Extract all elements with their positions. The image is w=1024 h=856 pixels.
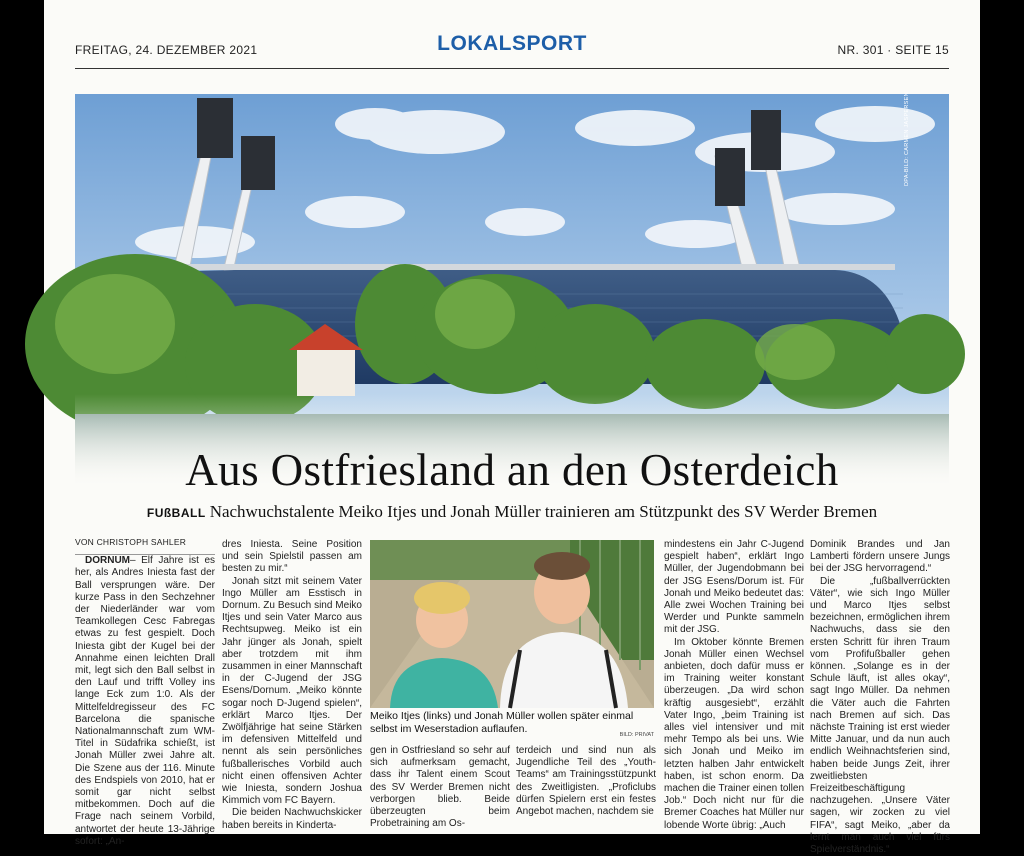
text-column-6: [810, 539, 950, 856]
subheadline-text: Nachwuchstalente Meiko Itjes und Jonah Müller trainieren am Stützpunkt des SV Werder Bremen: [209, 502, 878, 521]
article-subheadline: [75, 502, 949, 522]
paragraph: Die beiden Nachwuchskicker haben bereits in Kinderta-: [222, 807, 362, 831]
paragraph: Im Oktober könnte Bremen Jonah Müller einen Wechsel anbieten, doch dafür muss er im Training weiter konstant überzeugen. „Da wird schon kräftig ausgesiebt“, erzählt Vater Ingo, „beim Training ist alles viel intensiver und mit mehr Tempo als bei uns. Wie sich Jonah und Meiko im letzten halben Jahr entwickelt haben, ist schon enorm. Da machen die Trainer einen tollen Job.“ Doch nicht nur für die Bremer Coaches hat Müller nur lobende Worte übrig: „Auch: [664, 636, 804, 831]
text-column-4: [516, 745, 656, 818]
paragraph: mindestens ein Jahr C-Jugend gespielt haben“, erklärt Ingo Müller, der Jugendobmann bei der JSG Esens/Dorum ist. Für Jonah und Meiko bedeutet das: Alle zwei Wochen Training bei Werder und Punkte sammeln mit der JSG.: [664, 539, 804, 636]
text-column-5: [664, 539, 804, 832]
text-column-2: [222, 539, 362, 832]
stadium-photo: [75, 94, 949, 486]
issue-date: FREITAG, 24. DEZEMBER 2021: [75, 43, 258, 57]
paragraph: terdeich und sind nun als Jugendliche Teil des „Youth-Teams“ am Trainingsstützpunkt des Zweitligisten. „Proficlubs dürfen Spielern erst ein festes Angebot machen, nachdem sie: [516, 745, 656, 818]
text-column-3: [370, 745, 510, 830]
issue-number: NR. 301 · SEITE 15: [837, 43, 949, 57]
text-column-1: [75, 536, 215, 848]
article-headline: Aus Ostfriesland an den Osterdeich: [185, 445, 839, 495]
paragraph: DORNUM– Elf Jahre ist es her, als Andres Iniesta fast der Ball versprungen wäre. Der kurze Pass in den Sechzehner der Niederländer war vom Teamkollegen Cesc Fabregas etwas zu fest gespielt. Doch Iniesta gibt der Kugel bei der Annahme einen leichten Drall mit, legt sich den Ball selbst in den Lauf und trifft Volley ins lange Eck zum 1:0. Als der Mittelfeldregisseur des FC Barcelona die spanische Nationalmannschaft zum WM-Titel in Südafrika schießt, ist Jonah Müller zwei Jahre alt. Die Szene aus der 116. Minute des Endspiels von 2010, hat er somit gar nicht selbst mitbekommen. Doch auf die Frage nach seinem Vorbild, antwortet der heute 13-Jährige sofort: „An-: [75, 555, 215, 847]
paragraph: gen in Ostfriesland so sehr auf sich aufmerksam gemacht, dass ihr Talent einem Scout des SV Werder Bremen nicht verborgen blieb. Beide überzeugten beim Probetraining am Os-: [370, 745, 510, 830]
newspaper-page: [44, 0, 980, 856]
paragraph: Dominik Brandes und Jan Lamberti fördern unsere Jungs bei der JSG hervorragend.“: [810, 539, 950, 575]
page-header: [75, 30, 949, 69]
paragraph: dres Iniesta. Seine Position und sein Spielstil passen am besten zu mir.“: [222, 539, 362, 575]
boys-photo: [370, 540, 654, 708]
kicker: FUßBALL: [146, 506, 206, 520]
dateline: DORNUM: [85, 555, 130, 567]
paragraph: Die „fußballverrückten Väter“, wie sich Ingo Müller und Marco Itjes selbst bezeichnen, ermöglichen ihrem Nachwuchs, dass sie den ersten Schritt für ihren Traum vom Profifußballer gehen können. „Solange es in der Schule läuft, ist alles okay“, sagt Ingo Müller. Da nehmen die Väter auch die Fahrten nach Bremen auf sich. Das nächste Training ist erst wieder Mitte Januar, und da nun auch endlich Weihnachtsferien sind, haben beide Jungs Zeit, ihrer zweitliebsten Freizeitbeschäftigung nachzugehen. „Unsere Väter sagen, wir zocken zu viel FIFA“, sagt Meiko, „aber da lernt man auch viel fürs Spielverständnis.“: [810, 575, 950, 856]
section-title: LOKALSPORT: [437, 32, 587, 55]
stadium-illustration: [75, 94, 949, 486]
photo-credit: DPA-BILD: CARMEN JASPERSEN: [904, 92, 910, 186]
inset-photo-credit: BILD: PRIVAT: [619, 731, 654, 738]
byline: VON CHRISTOPH SAHLER: [75, 536, 215, 555]
boys-illustration: [370, 540, 654, 708]
paragraph: Jonah sitzt mit seinem Vater Ingo Müller am Esstisch in Dornum. Zu Besuch sind Meiko Itjes und sein Vater Marco aus Rechtsupweg. Meiko ist ein Jahr jünger als Jonah, spielt aber trotzdem mit ihm zusammen in einer Mannschaft in der C-Jugend der JSG Esens/Dornum. „Meiko könnte sogar noch D-Jugend spielen“, erklärt Marco Itjes. Der Zwölfjährige hat seine Stärken im defensiven Mittelfeld und nennt als sein persönliches fußballerisches Vorbild auch nicht einen offensiven Achter wie Iniesta, sondern Joshua Kimmich vom FC Bayern.: [222, 575, 362, 807]
inset-caption: Meiko Itjes (links) und Jonah Müller wollen später einmal selbst im Weserstadion auflaufen. BILD: PRIVAT: [370, 710, 654, 741]
